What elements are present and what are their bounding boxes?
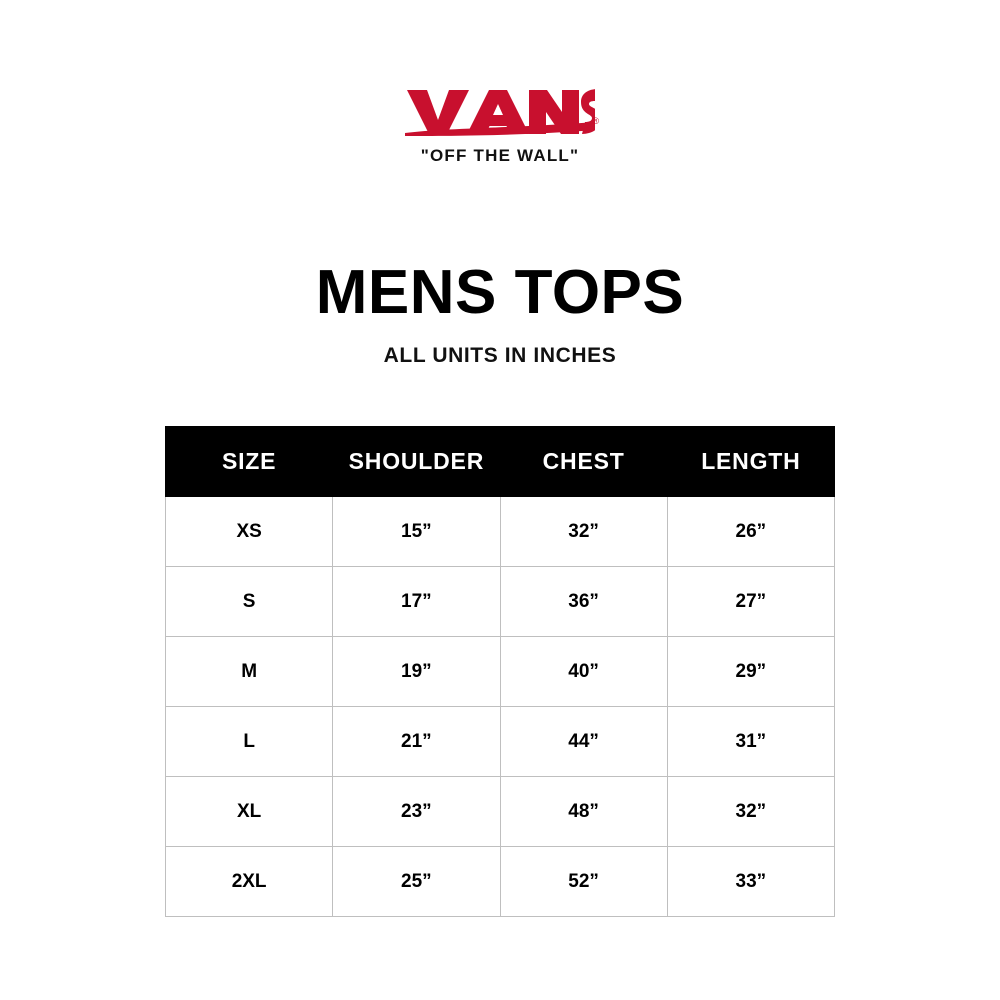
table-row — [166, 637, 835, 707]
cell-size: L — [166, 707, 333, 777]
cell-length: 32” — [667, 777, 834, 847]
brand-block — [405, 84, 599, 166]
column-header-length: LENGTH — [667, 427, 834, 497]
table-header-row — [166, 427, 835, 497]
cell-chest: 48” — [500, 777, 667, 847]
table-row — [166, 707, 835, 777]
table-body — [166, 497, 835, 917]
cell-size: 2XL — [166, 847, 333, 917]
cell-length: 26” — [667, 497, 834, 567]
column-header-shoulder: SHOULDER — [333, 427, 500, 497]
cell-shoulder: 17” — [333, 567, 500, 637]
cell-size: S — [166, 567, 333, 637]
registered-trademark-icon: ® — [592, 116, 599, 126]
cell-shoulder: 23” — [333, 777, 500, 847]
cell-shoulder: 19” — [333, 637, 500, 707]
page-title: MENS TOPS — [315, 258, 685, 327]
cell-length: 29” — [667, 637, 834, 707]
cell-chest: 32” — [500, 497, 667, 567]
cell-size: M — [166, 637, 333, 707]
cell-shoulder: 15” — [333, 497, 500, 567]
table-row — [166, 777, 835, 847]
table-row — [166, 847, 835, 917]
table-row — [166, 567, 835, 637]
cell-shoulder: 21” — [333, 707, 500, 777]
column-header-size: SIZE — [166, 427, 333, 497]
brand-tagline: "OFF THE WALL" — [420, 146, 580, 165]
cell-length: 31” — [667, 707, 834, 777]
page-subtitle: ALL UNITS IN INCHES — [383, 344, 617, 367]
cell-length: 33” — [667, 847, 834, 917]
size-table-wrapper — [165, 426, 835, 917]
size-table — [165, 426, 835, 917]
cell-chest: 44” — [500, 707, 667, 777]
cell-shoulder: 25” — [333, 847, 500, 917]
table-row — [166, 497, 835, 567]
cell-chest: 52” — [500, 847, 667, 917]
cell-length: 27” — [667, 567, 834, 637]
cell-size: XL — [166, 777, 333, 847]
cell-size: XS — [166, 497, 333, 567]
table-header — [166, 427, 835, 497]
vans-logo-icon — [405, 84, 599, 136]
column-header-chest: CHEST — [500, 427, 667, 497]
cell-chest: 36” — [500, 567, 667, 637]
cell-chest: 40” — [500, 637, 667, 707]
